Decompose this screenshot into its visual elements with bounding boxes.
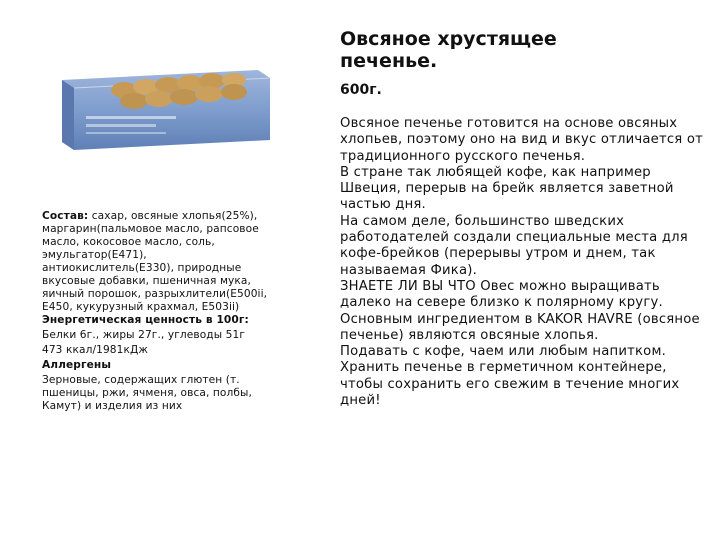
- product-description: [340, 116, 710, 409]
- description-paragraph: Овсяное печенье готовится на основе овсяных хлопьев, поэтому оно на вид и вкус отличается от традиционного русского печенья.: [340, 116, 703, 164]
- description-paragraph: Подавать с кофе, чаем или любым напитком. Хранить печенье в герметичном контейнере, чтобы сохранить его свежим в течение многих дней!: [340, 344, 680, 409]
- composition-block: [42, 210, 274, 413]
- ingredients-text: [42, 210, 274, 314]
- description-paragraph: ЗНАЕТЕ ЛИ ВЫ ЧТО Овес можно выращивать далеко на севере близко к полярному кругу. Основным ингредиентом в KAKOR HAVRE (овсяное печенье) являются овсяные хлопья.: [340, 278, 700, 343]
- product-weight: 600г.: [340, 82, 382, 98]
- product-title-line: Овсяное хрустящее: [340, 28, 557, 50]
- product-image: [58, 70, 272, 150]
- allergens-title: Аллергены: [42, 359, 112, 371]
- description-paragraph: На самом деле, большинство шведских работодателей создали специальные места для кофе-брейков (перерывы утром и днем, так называемая Фика).: [340, 213, 688, 278]
- product-title: [340, 28, 700, 72]
- energy-title: Энергетическая ценность в 100г:: [42, 314, 249, 326]
- cookie-box-illustration: [58, 70, 272, 150]
- ingredients-list: сахар, овсяные хлопья(25%), маргарин(пальмовое масло, рапсовое масло, кокосовое масло, соль, эмульгатор(E471), антиокислитель(E330), природные вкусовые добавки, пшеничная мука, яичный порошок, разрыхлители(E500ii, E450, кукурузный крахмал, E503ii): [42, 210, 268, 313]
- product-title-line: печенье.: [340, 50, 438, 72]
- allergens-text: Зерновые, содержащих глютен (т. пшеницы, ржи, ячменя, овса, полбы, Камут) и изделия из них: [42, 374, 252, 412]
- description-paragraph: В стране так любящей кофе, как например Швеция, перерыв на брейк является заветной частью дня.: [340, 164, 674, 213]
- ingredients-label: Состав:: [42, 210, 89, 222]
- calories-value: 473 ккал/1981кДж: [42, 344, 148, 356]
- nutrition-values: Белки 6г., жиры 27г., углеводы 51г: [42, 329, 245, 341]
